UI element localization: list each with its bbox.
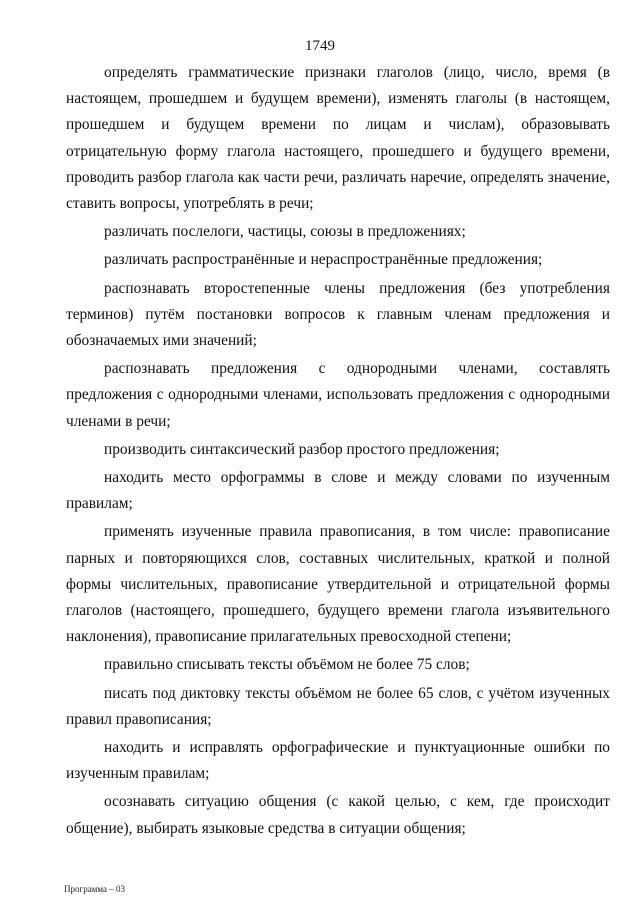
paragraph-8: применять изученные правила правописания, в том числе: правописание парных и повторяющихся слов, составных числительных, краткой и полной формы числительных, правописание утвердительной и отрицательной формы глаголов (настоящего, прошедшего, будущего времени глагола изъявительного наклонения), правописание прилагательных превосходной степени; (66, 523, 610, 646)
paragraph-3: различать распространённые и нераспространённые предложения; (104, 251, 543, 269)
paragraph-7: находить место орфограммы в слове и между словами по изученным правилам; (66, 469, 610, 513)
paragraph-1: определять грамматические признаки глаголов (лицо, число, время (в настоящем, прошедшем и будущем времени), изменять глаголы (в настоящем, прошедшем и будущем времени по лицам и числам), образовывать отрицательную форму глагола настоящего, прошедшего и будущего времени, проводить разбор глагола как части речи, различать наречие, определять значение, ставить вопросы, употреблять в речи; (66, 64, 610, 213)
paragraph-10: писать под диктовку тексты объёмом не более 65 слов, с учётом изученных правил правописания; (66, 684, 610, 728)
page-footer: Программа – 03 (64, 884, 126, 894)
paragraph-6: производить синтаксический разбор простого предложения; (104, 440, 500, 458)
paragraph-2: различать послелоги, частицы, союзы в предложениях; (104, 223, 466, 241)
document-body (66, 60, 610, 842)
paragraph-9: правильно списывать тексты объёмом не более 75 слов; (104, 656, 470, 674)
paragraph-12: осознавать ситуацию общения (с какой целью, с кем, где происходит общение), выбирать языковые средства в ситуации общения; (66, 793, 610, 837)
paragraph-5: распознавать предложения с однородными членами, составлять предложения с однородными членами, использовать предложения с однородными членами в речи; (66, 360, 610, 430)
paragraph-4: распознавать второстепенные члены предложения (без употребления терминов) путём постановки вопросов к главным членам предложения и обозначаемых ими значений; (66, 279, 610, 350)
page-number: 1749 (305, 38, 335, 54)
paragraph-11: находить и исправлять орфографические и пунктуационные ошибки по изученным правилам; (66, 739, 610, 783)
